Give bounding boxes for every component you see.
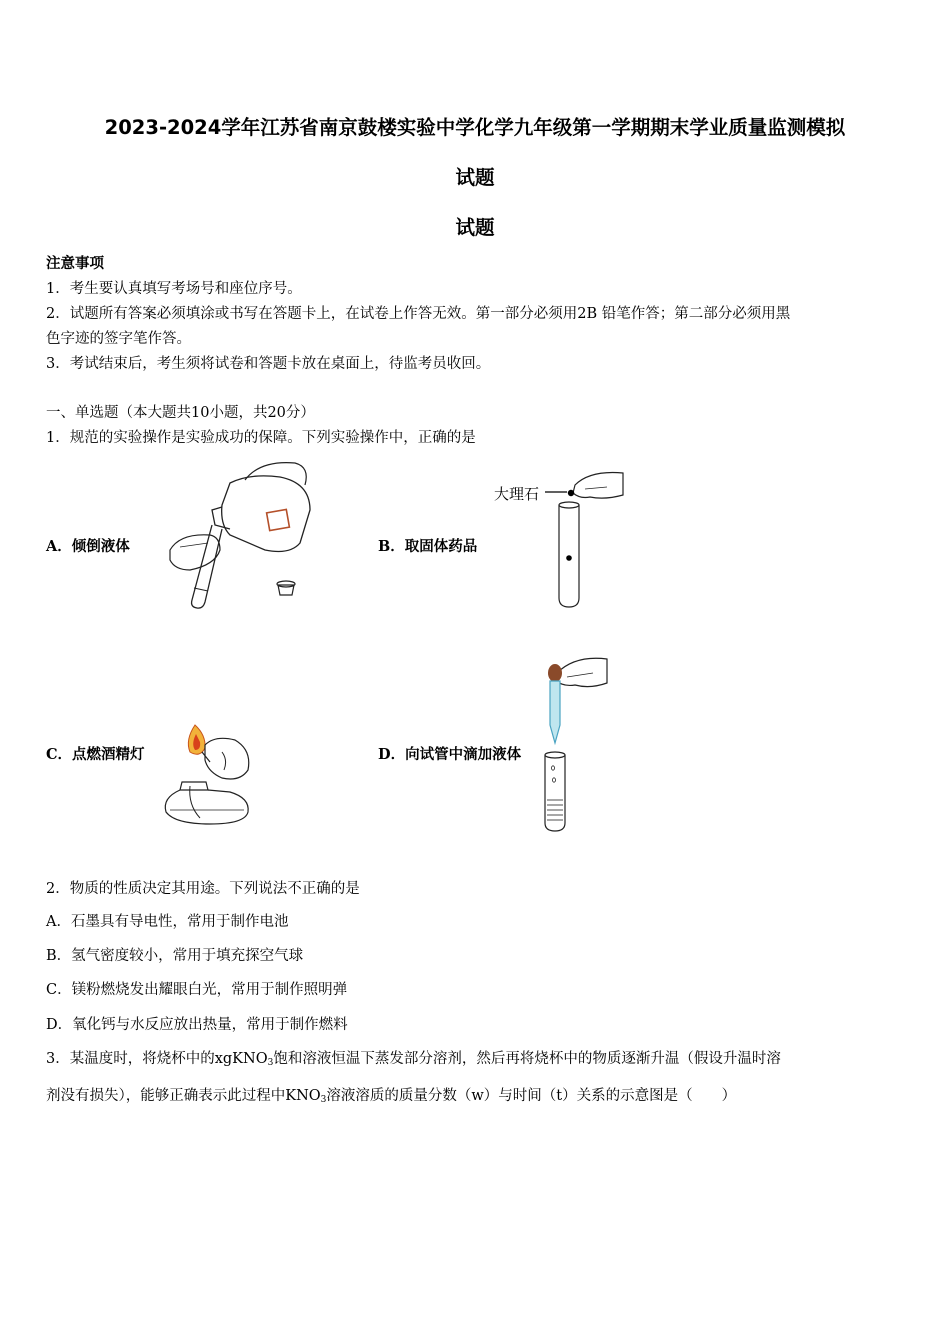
section-heading: 一、单选题（本大题共10小题，共20分） — [46, 405, 315, 421]
q1-option-d[interactable]: D．向试管中滴加液体 — [378, 746, 522, 763]
question-2-stem: 2．物质的性质决定其用途。下列说法不正确的是 — [46, 881, 360, 897]
notice-item-3: 3．考试结束后，考生须将试卷和答题卡放在桌面上，待监考员收回。 — [46, 356, 491, 372]
page-title-line2: 试题 — [455, 166, 495, 189]
notice-item-1: 1．考生要认真填写考场号和座位序号。 — [46, 281, 302, 297]
figure-b-label: 大理石 — [494, 485, 540, 503]
notice-heading: 注意事项 — [46, 255, 104, 272]
question-3-stem-line2: 剂没有损失），能够正确表示此过程中$KNO_3$溶液溶质的质量分数（w）与时间（t）关系的示意图是（ ） — [46, 1088, 737, 1105]
dropper-figure — [535, 655, 615, 835]
q1-option-b[interactable]: B．取固体药品 — [378, 538, 478, 555]
q2-option-a[interactable]: A．石墨具有导电性，常用于制作电池 — [46, 914, 289, 930]
page-subtitle: 试题 — [455, 216, 495, 239]
notice-item-2-cont: 色字迹的签字笔作答。 — [46, 331, 191, 347]
q1-option-a[interactable]: A．倾倒液体 — [46, 538, 130, 555]
q1-option-c[interactable]: C．点燃酒精灯 — [46, 746, 145, 763]
page-title: 2023-2024学年江苏省南京鼓楼实验中学化学九年级第一学期期末学业质量监测模拟 — [104, 116, 846, 139]
question-3-stem-line1: 3．某温度时，将烧杯中的xgKNO$_3$饱和溶液恒温下蒸发部分溶剂，然后再将烧杯中的物质逐渐升温（假设升温时溶 — [46, 1051, 781, 1068]
q2-option-c[interactable]: C．镁粉燃烧发出耀眼白光，常用于制作照明弹 — [46, 982, 348, 998]
notice-item-2: 2．试题所有答案必须填涂或书写在答题卡上，在试卷上作答无效。第一部分必须用2B 铅笔作答；第二部分必须用黑 — [46, 306, 791, 322]
question-1-stem: 1．规范的实验操作是实验成功的保障。下列实验操作中，正确的是 — [46, 430, 476, 446]
q2-option-b[interactable]: B．氢气密度较小，常用于填充探空气球 — [46, 948, 304, 964]
pouring-liquid-figure — [150, 455, 340, 615]
taking-solid-figure — [545, 465, 635, 615]
alcohol-lamp-figure — [160, 720, 260, 830]
q2-option-d[interactable]: D．氧化钙与水反应放出热量，常用于制作燃料 — [46, 1017, 348, 1033]
